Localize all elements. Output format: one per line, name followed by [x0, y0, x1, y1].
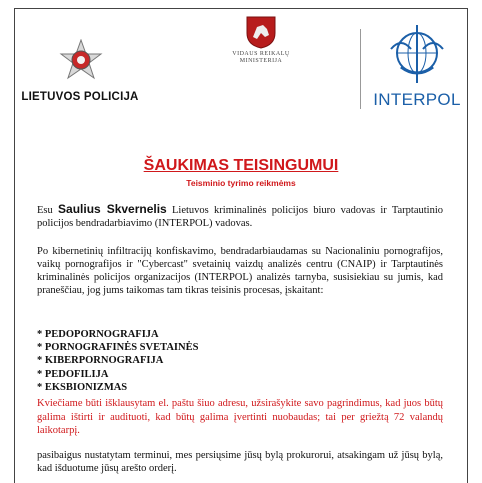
intro-prefix: Esu: [37, 205, 53, 216]
list-item: * EKSBIONIZMAS: [37, 381, 128, 393]
document-subtitle: Teisminio tyrimo reikmėms: [186, 178, 296, 188]
vytis-coat-of-arms-icon: [245, 15, 277, 49]
official-name: Saulius Skvernelis: [58, 202, 167, 216]
police-logo: [21, 39, 141, 109]
logo-header: [15, 9, 467, 119]
ministry-line-1: VIDAUS REIKALŲ: [232, 51, 290, 57]
interpol-globe-emblem-icon: [387, 23, 447, 87]
intro-paragraph: [37, 203, 443, 230]
ministry-logo: [211, 15, 311, 105]
police-star-badge-icon: [59, 39, 103, 87]
charges-list: [37, 328, 337, 394]
document-page: [14, 8, 468, 483]
police-label: LIETUVOS POLICIJA: [21, 91, 139, 103]
list-item: * KIBERPORNOGRAFIJA: [37, 355, 164, 367]
header-divider: [360, 29, 361, 109]
consequence-paragraph: pasibaigus nustatytam terminui, mes persiųsime jūsų bylą prokurorui, atsakingam už jūsų bylą, kad išduotume jūsų arešto orderį.: [37, 450, 443, 474]
deadline-warning-paragraph: Kviečiame būti išklausytam el. paštu šiuo adresu, užsirašykite savo pagrindimus, kad juos būtų galima ištirti ir audituoti, kad būtų galima įvertinti nuobaudas; tai per griežtą 72 valandų laikotarpį.: [37, 398, 443, 436]
document-title: ŠAUKIMAS TEISINGUMUI: [143, 157, 339, 174]
intro-rest: Lietuvos kriminalinės policijos biuro vadovas ir Tarptautinio policijos bendradarbiavimo (INTERPOL) vadovas.: [37, 205, 444, 229]
investigation-paragraph: Po kibernetinių infiltracijų konfiskavimo, bendradarbiaudamas su Nacionaliniu pornografijos, vaikų pornografijos ir "Cybercast" svetainių vaizdų analizės centru (CNAIP) ir Tarptautinės kriminalinės policijos organizacijos (INTERPOL) analizės tarnyba, susisiekiau su jumis, kad praneščiau, jog jums taikomas tam tikras teisinis procesas, įskaitant:: [37, 246, 443, 296]
interpol-label: INTERPOL: [373, 90, 461, 109]
ministry-line-2: MINISTERIJA: [239, 58, 283, 64]
interpol-logo: [369, 23, 465, 119]
list-item: * PEDOFILIJA: [37, 368, 109, 380]
list-item: * PEDOPORNOGRAFIJA: [37, 329, 159, 340]
list-item: * PORNOGRAFINĖS SVETAINĖS: [37, 342, 199, 354]
